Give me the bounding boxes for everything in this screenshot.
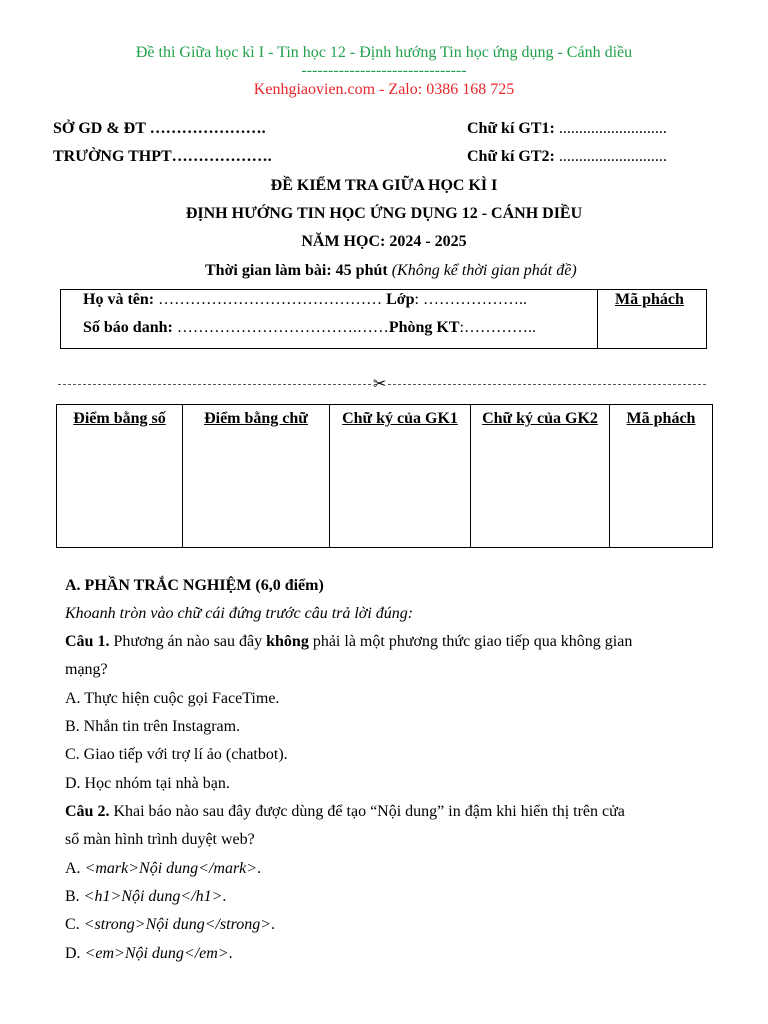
score-table [56,404,713,548]
banner-title: Đề thi Giữa học kì I - Tin học 12 - Định hướng Tin học ứng dụng - Cánh diều [135,44,633,61]
q2-a-suffix: . [257,860,262,877]
q2-text: Khai báo nào sau đây được dùng để tạo “Nội dung” in đậm khi hiển thị trên cửa [109,803,625,820]
q2-option-b [65,883,226,911]
q2-text-line2: sổ màn hình trình duyệt web? [65,831,255,848]
q2-b-prefix: B. [65,888,84,905]
gt1-dots: ........................... [554,120,667,137]
exam-year: NĂM HỌC: 2024 - 2025 [301,233,467,250]
gk1-signature-header: Chữ ký của GK1 [330,405,471,548]
section-a-title: A. PHẦN TRẮC NGHIỆM (6,0 điểm) [65,577,324,594]
q1-option-c: C. Giao tiếp với trợ lí ảo (chatbot). [65,746,288,763]
gt2-dots: ........................... [554,148,667,165]
q2-c-code: <strong>Nội dung</strong> [83,916,272,933]
q1-text-bold: không [266,633,309,650]
box-divider [597,290,598,348]
score-number-header: Điểm bằng số [57,405,183,548]
q2-d-suffix: . [228,945,233,962]
q1-option-d: D. Học nhóm tại nhà bạn. [65,775,230,792]
q2-option-d [65,940,233,968]
q1-text-post: phải là một phương thức giao tiếp qua không gian [308,633,633,650]
exam-time [205,262,577,280]
q2-a-code: <mark>Nội dung</mark> [84,860,258,877]
q2-a-prefix: A. [65,860,85,877]
exam-title-1: ĐỀ KIỂM TRA GIỮA HỌC KÌ I [270,177,498,194]
gt1-signature [467,120,667,138]
truong-label: TRƯỜNG THPT………………. [53,148,272,165]
time-label: Thời gian làm bài: 45 phút [205,262,388,279]
q1-text-line2: mạng? [65,661,108,678]
banner-dashes: ------------------------------- [301,62,467,79]
name-dots: …………………………………… [154,291,387,308]
q2-c-prefix: C. [65,916,84,933]
q1-label: Câu 1. [65,633,110,650]
question-1 [65,628,632,656]
scissors-icon: ✂ [373,374,387,393]
gt2-signature [467,148,667,166]
name-label: Họ và tên: [83,291,155,308]
q2-option-c [65,911,275,939]
q2-d-prefix: D. [65,945,85,962]
name-line [83,291,527,309]
class-dots: : ……………….. [414,291,527,308]
q1-option-a: A. Thực hiện cuộc gọi FaceTime. [65,690,280,707]
score-words-header: Điểm bằng chữ [183,405,330,548]
q2-c-suffix: . [271,916,276,933]
ma-phach-label: Mã phách [615,291,684,308]
q1-text-pre: Phương án nào sau đây [109,633,267,650]
q2-b-code: <h1>Nội dung</h1> [83,888,223,905]
q2-option-a [65,855,261,883]
section-a-instruction: Khoanh tròn vào chữ cái đứng trước câu trả lời đúng: [65,605,414,622]
ma-phach-header: Mã phách [610,405,713,548]
sbd-label: Số báo danh: [83,319,173,336]
q1-option-b: B. Nhắn tin trên Instagram. [65,718,241,735]
q2-label: Câu 2. [65,803,110,820]
room-dots: :………….. [459,319,536,336]
time-note: (Không kể thời gian phát đề) [391,262,577,279]
room-label: Phòng KT [388,319,460,336]
student-info-box [60,289,707,349]
gk2-signature-header: Chữ ký của GK2 [471,405,610,548]
sbd-dots: …………………………….…… [172,319,389,336]
sbd-line [83,319,536,337]
q2-d-code: <em>Nội dung</em> [84,945,229,962]
q2-b-suffix: . [222,888,227,905]
class-label: Lớp [386,291,415,308]
gt1-label: Chữ kí GT1: [467,120,555,137]
question-2 [65,798,625,826]
gt2-label: Chữ kí GT2: [467,148,555,165]
so-gd-label: SỞ GD & ĐT …………………. [53,120,266,137]
exam-title-2: ĐỊNH HƯỚNG TIN HỌC ỨNG DỤNG 12 - CÁNH DIỀU [185,205,583,222]
banner-contact: Kenhgiaovien.com - Zalo: 0386 168 725 [253,81,515,98]
